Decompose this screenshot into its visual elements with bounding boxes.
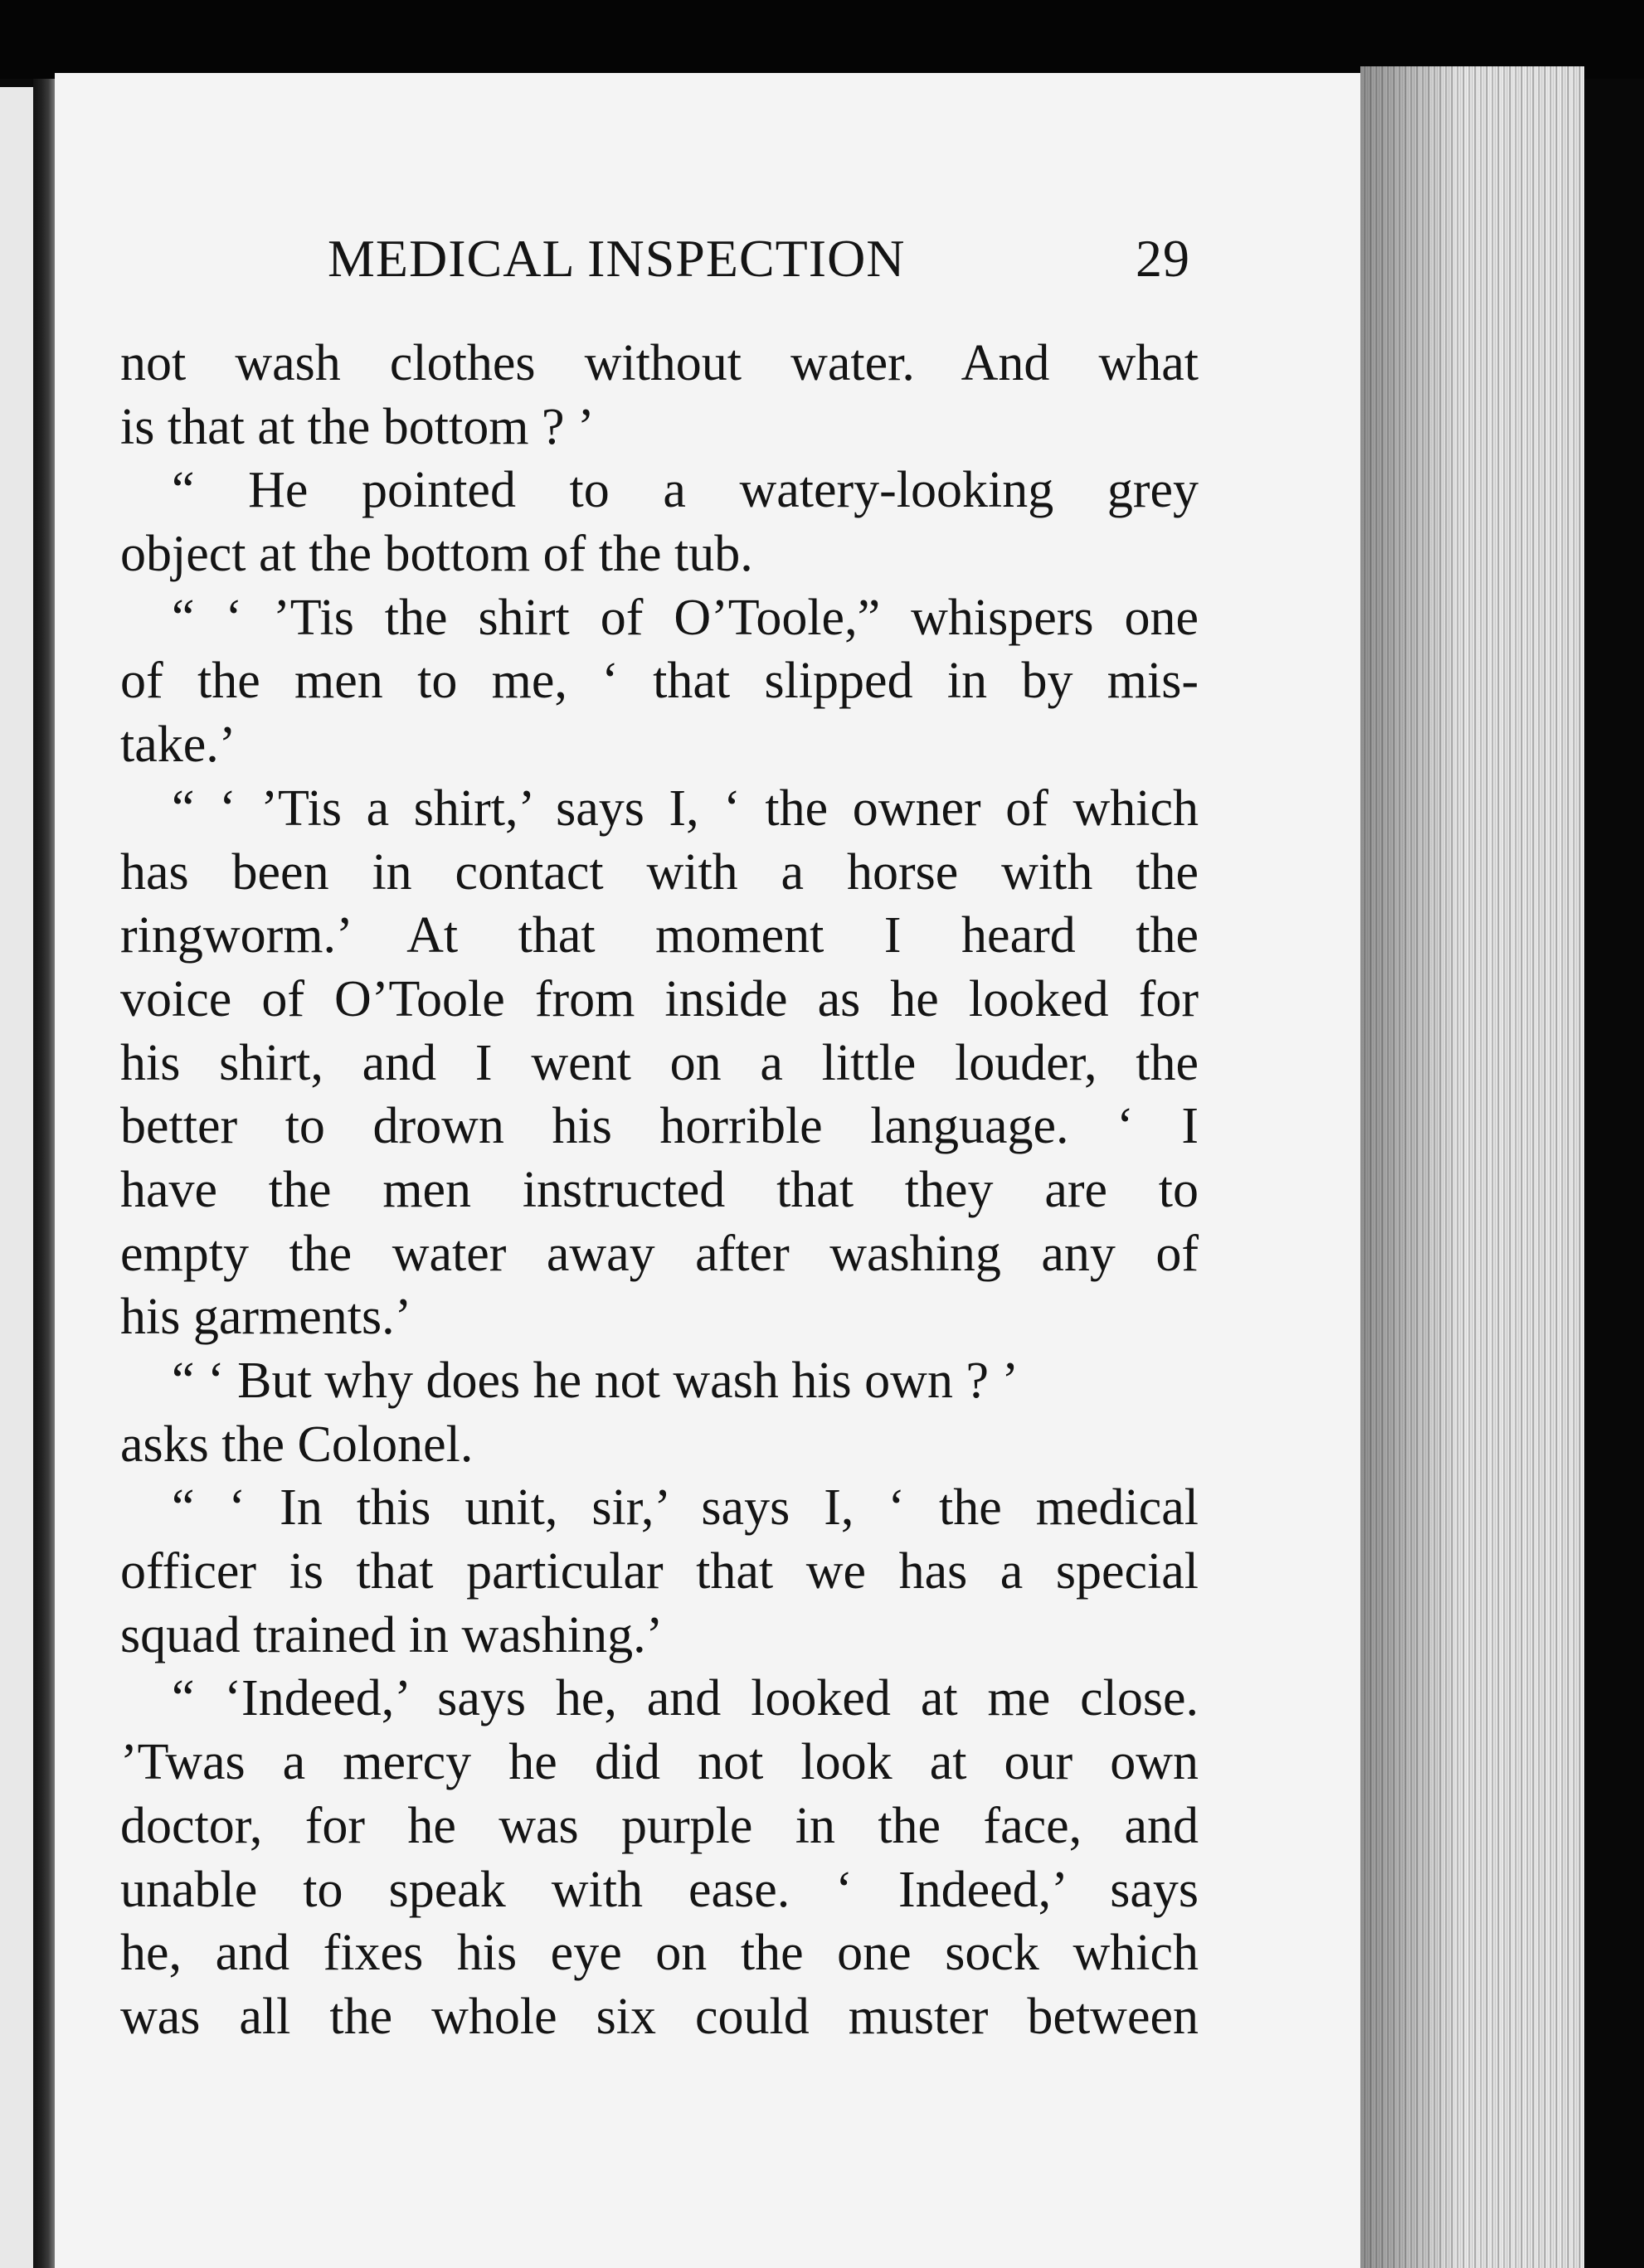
page-block-shadow — [1360, 66, 1460, 2268]
text-line: “ ‘ ’Tis the shirt of O’Toole,” whispers one — [172, 589, 1199, 646]
page-number: 29 — [1136, 229, 1190, 288]
text-line: not wash clothes without water. And what — [120, 335, 1199, 391]
chapter-title: MEDICAL INSPECTION — [328, 229, 906, 288]
text-line: “ ‘ In this unit, sir,’ says I, ‘ the medical — [172, 1479, 1199, 1537]
text-line: ringworm.’ At that moment I heard the — [120, 907, 1199, 964]
text-line: was all the whole six could muster between — [120, 1988, 1199, 2045]
text-line: squad trained in washing.’ — [120, 1606, 664, 1663]
text-line: his garments.’ — [120, 1289, 412, 1346]
text-line: “ ‘ But why does he not wash his own ? ’ — [172, 1353, 1019, 1409]
body-text — [120, 332, 1199, 2049]
text-line: officer is that particular that we has a special — [120, 1543, 1199, 1600]
text-line: is that at the bottom ? ’ — [120, 398, 595, 455]
text-line: has been in contact with a horse with the — [120, 843, 1199, 901]
text-line: doctor, for he was purple in the face, and — [120, 1797, 1199, 1854]
text-line: have the men instructed that they are to — [120, 1161, 1199, 1218]
text-line: empty the water away after washing any of — [120, 1225, 1199, 1282]
text-line: voice of O’Toole from inside as he looked for — [120, 970, 1199, 1027]
text-line: his shirt, and I went on a little louder, the — [120, 1034, 1199, 1091]
text-line: asks the Colonel. — [120, 1416, 474, 1473]
facing-page-edge — [0, 87, 33, 2268]
text-line: “ He pointed to a watery-looking grey — [172, 462, 1199, 519]
book-gutter — [33, 79, 55, 2268]
running-head — [328, 228, 1190, 307]
text-line: “ ‘ ’Tis a shirt,’ says I, ‘ the owner of which — [172, 779, 1199, 837]
text-line: ’Twas a mercy he did not look at our own — [120, 1734, 1199, 1791]
text-line: he, and fixes his eye on the one sock which — [120, 1925, 1199, 1982]
text-line: unable to speak with ease. ‘ Indeed,’ says — [120, 1861, 1199, 1918]
text-line: better to drown his horrible language. ‘ I — [120, 1098, 1199, 1155]
text-line: take.’ — [120, 716, 236, 774]
scan-background-right — [1584, 79, 1644, 2268]
text-line: “ ‘Indeed,’ says he, and looked at me close. — [172, 1670, 1199, 1727]
text-line: of the men to me, ‘ that slipped in by mis- — [120, 653, 1199, 710]
text-line: object at the bottom of the tub. — [120, 526, 753, 583]
